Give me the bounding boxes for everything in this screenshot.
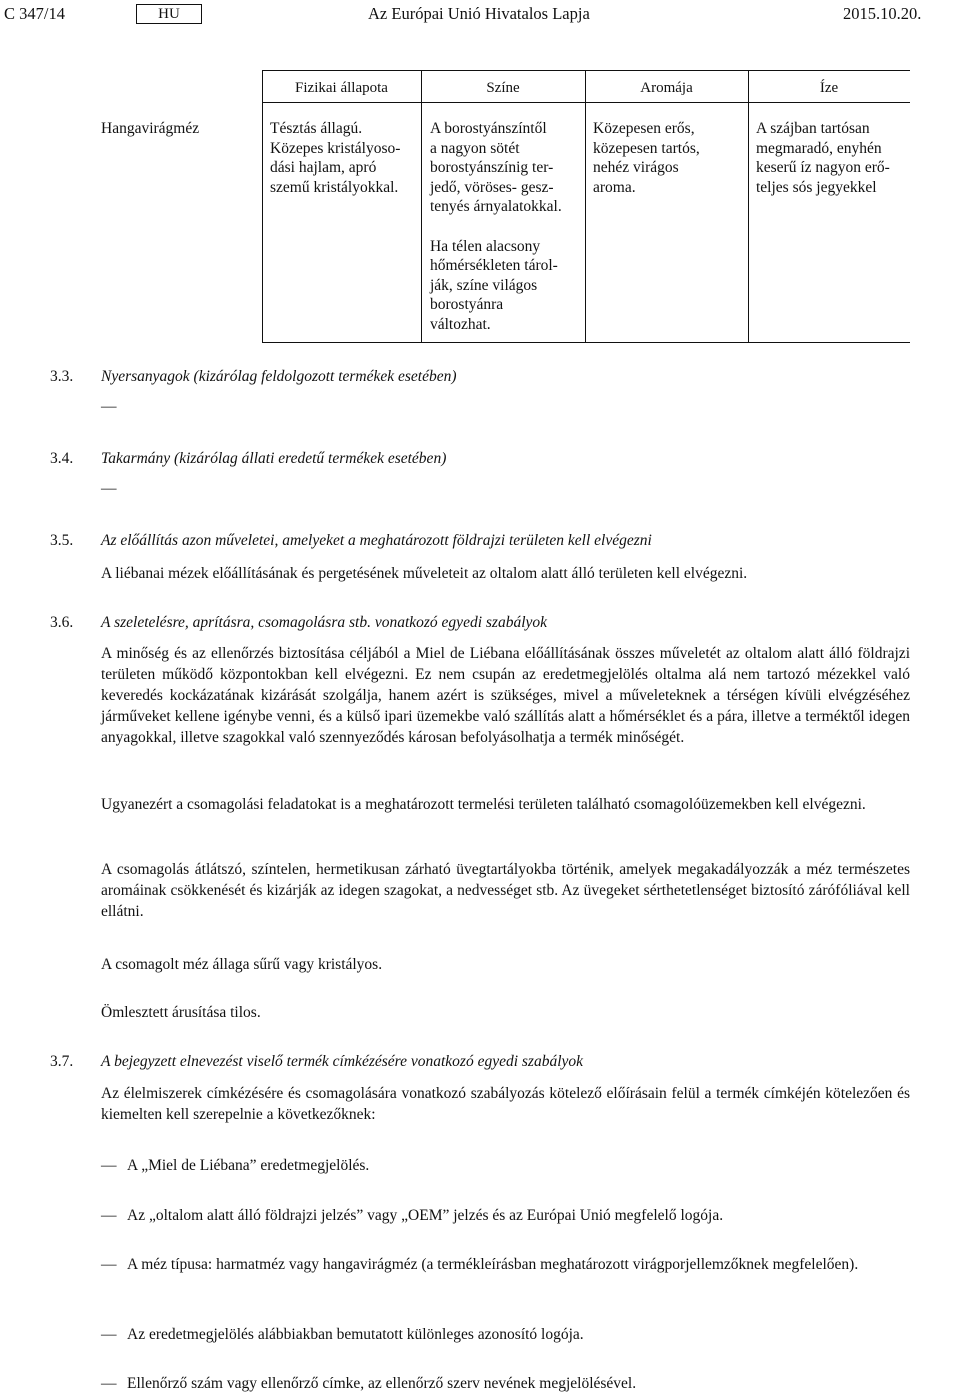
paragraph: Az élelmiszerek címkézésére és csomagolására vonatkozó szabályozás kötelező előírásain felül a termék címkéjén kötelezően és kiemelten kell szerepelnie a következőknek: xyxy=(101,1085,910,1123)
table-col-divider xyxy=(585,70,586,342)
cell-line: nehéz virágos xyxy=(593,159,679,176)
paragraph: Ömlesztett árusítása tilos. xyxy=(101,1004,261,1021)
cell-line: Ha télen alacsony xyxy=(430,237,541,255)
cell-line: szemű kristályokkal. xyxy=(270,178,399,196)
paragraph: A liébanai mézek előállításának és pergetésének műveleteit az oltalom alatt álló területen kell elvégezni. xyxy=(101,565,748,582)
table-header-aroma: Aromája xyxy=(640,80,693,96)
list-dash: — xyxy=(101,1157,117,1174)
cell-line: ják, színe világos xyxy=(430,276,538,294)
cell-line: jedő, vöröses- gesz- xyxy=(430,178,554,196)
list-item-text: Ellenőrző szám vagy ellenőrző címke, az ellenőrző szerv nevének megjelölésével. xyxy=(127,1375,637,1392)
list-item xyxy=(101,1205,910,1226)
row-name: Hangavirágméz xyxy=(101,120,200,137)
list-item xyxy=(101,1155,910,1176)
table-col-divider xyxy=(262,70,263,342)
list-item-text: A „Miel de Liébana” eredetmegjelölés. xyxy=(127,1157,370,1174)
section-title: Takarmány (kizárólag állati eredetű termékek esetében) xyxy=(101,450,447,467)
cell-line: A szájban tartósan xyxy=(756,120,870,137)
cell-line: keserű íz nagyon erő- xyxy=(756,159,890,176)
cell-line: aroma. xyxy=(593,178,636,196)
list-dash: — xyxy=(101,1207,117,1224)
cell-aroma xyxy=(593,119,700,197)
table-top-border xyxy=(262,70,910,71)
cell-line: a nagyon sötét xyxy=(430,139,520,157)
table-col-divider xyxy=(421,70,422,342)
table-header-color: Színe xyxy=(486,80,520,96)
empty-dash: — xyxy=(101,398,117,415)
section-title: Az előállítás azon műveletei, amelyeket a meghatározott földrajzi területen kell elvégezni xyxy=(101,532,652,549)
list-item xyxy=(101,1254,910,1275)
cell-line: hőmérsékleten tárol- xyxy=(430,257,558,274)
cell-color xyxy=(430,119,562,334)
paragraph: A csomagolás átlátszó, színtelen, hermetikusan zárható üvegtartályokba történik, amelyek megakadályozzák a méz természetes aromáinak csökkenését és kizárják az idegen szagokat, a nedvességet stb. Az üvegeket sérthetetlenséget biztosító zárófóliával kell ellátni. xyxy=(101,861,910,920)
empty-dash: — xyxy=(101,480,117,497)
cell-line: változhat. xyxy=(430,315,491,333)
cell-line: Közepesen erős, xyxy=(593,120,695,137)
cell-line: Tésztás állagú. xyxy=(270,120,363,137)
list-item-text: Az „oltalom alatt álló földrajzi jelzés” vagy „OEM” jelzés és az Európai Unió megfelelő logója. xyxy=(127,1207,724,1224)
section-title: Nyersanyagok (kizárólag feldolgozott termékek esetében) xyxy=(101,368,457,385)
list-dash: — xyxy=(101,1326,117,1343)
journal-title: Az Európai Unió Hivatalos Lapja xyxy=(368,4,590,23)
cell-line: borostyánra xyxy=(430,296,504,313)
table-header-border xyxy=(262,102,910,103)
language-badge: HU xyxy=(136,4,202,24)
cell-physical xyxy=(270,119,400,197)
cell-taste xyxy=(756,119,890,197)
publication-date: 2015.10.20. xyxy=(843,4,922,23)
cell-line: tenyés árnyalatokkal. xyxy=(430,198,562,215)
list-item xyxy=(101,1373,910,1394)
paragraph: A minőség és az ellenőrzés biztosítása céljából a Miel de Liébana előállításának összes műveletét az oltalom alatt álló földrajzi területen működő központokban kell elvégezni. Ez nem csupán az eredetmegjelölés oltalma alá nem tartozó mézekkel való keveredés kockázatának kizárását szolgálja, hanem azért is szükséges, mivel a műveleteknek a térségen kívüli elvégzéséhez járműveket kellene igénybe venni, és a külső ipari üzemekbe való szállítás alatt a hőmérséklet és a pára, illetve a terméktől idegen anyagokkal, illetve szagokkal való szennyeződés károsan befolyásolhatja a termék minőségét. xyxy=(101,645,910,746)
page-reference: C 347/14 xyxy=(4,4,65,23)
cell-line: Közepes kristályoso- xyxy=(270,139,401,157)
cell-line: dási hajlam, apró xyxy=(270,159,377,176)
paragraph: Ugyanezért a csomagolási feladatokat is a meghatározott termelési területen található csomagolóüzemekben kell elvégezni. xyxy=(101,796,866,813)
section-title: A szeletelésre, aprításra, csomagolásra stb. vonatkozó egyedi szabályok xyxy=(101,614,548,631)
section-number: 3.4. xyxy=(50,450,74,467)
list-item xyxy=(101,1324,910,1345)
section-number: 3.6. xyxy=(50,614,74,631)
section-title: A bejegyzett elnevezést viselő termék címkézésére vonatkozó egyedi szabályok xyxy=(101,1053,584,1070)
cell-line: közepesen tartós, xyxy=(593,139,700,157)
cell-line: A borostyánszíntől xyxy=(430,120,547,137)
list-item-text: Az eredetmegjelölés alábbiakban bemutatott különleges azonosító logója. xyxy=(127,1326,584,1343)
section-number: 3.3. xyxy=(50,368,74,385)
table-header-physical: Fizikai állapota xyxy=(295,80,388,96)
cell-line: borostyánszínig ter- xyxy=(430,159,554,176)
table-col-divider xyxy=(748,70,749,342)
cell-line: teljes sós jegyekkel xyxy=(756,178,877,196)
list-dash: — xyxy=(101,1256,117,1273)
section-number: 3.7. xyxy=(50,1053,74,1070)
cell-line: megmaradó, enyhén xyxy=(756,139,882,157)
paragraph: A csomagolt méz állaga sűrű vagy kristályos. xyxy=(101,956,383,973)
list-dash: — xyxy=(101,1375,117,1392)
list-item-text: A méz típusa: harmatméz vagy hangavirágméz (a termékleírásban meghatározott virágporjellemzőknek megfelelően). xyxy=(127,1256,859,1273)
table-bottom-border xyxy=(262,342,910,343)
section-number: 3.5. xyxy=(50,532,74,549)
table-header-taste: Íze xyxy=(819,80,839,96)
